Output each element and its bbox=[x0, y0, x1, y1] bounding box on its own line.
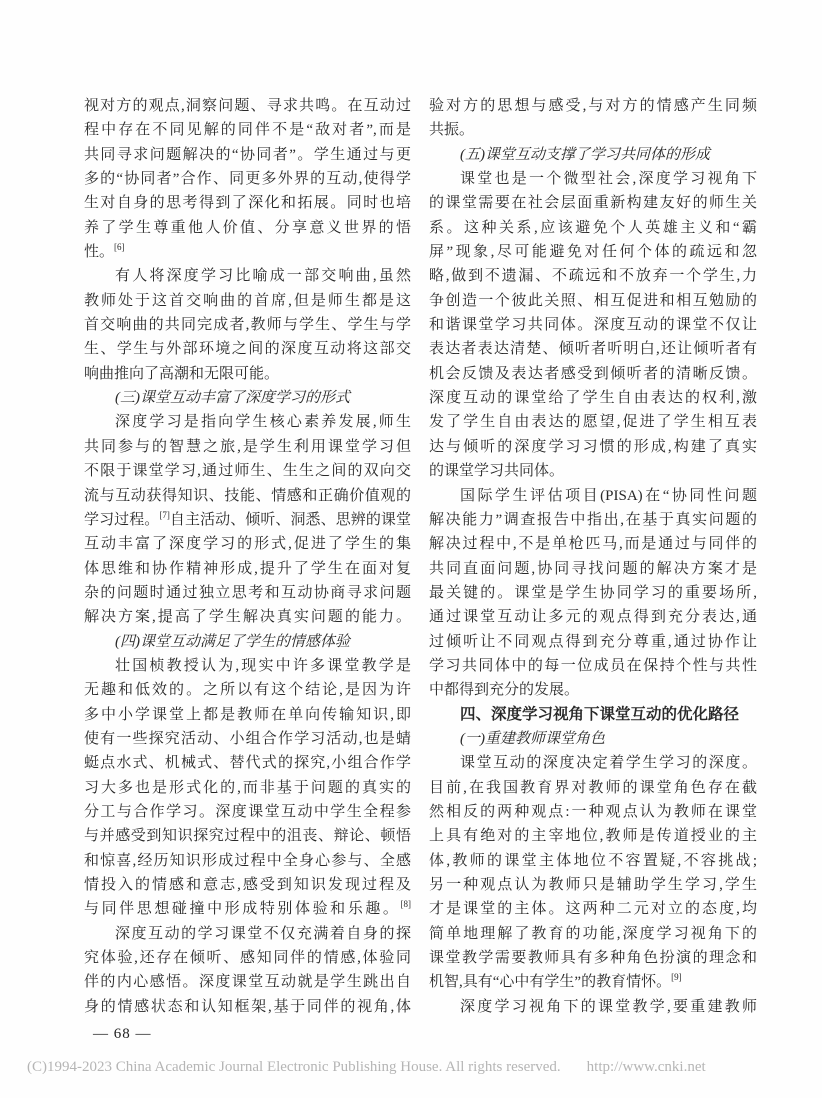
text-line: 解决方案,提高了学生解决真实问题的能力。 bbox=[84, 609, 411, 626]
text-line: 无趣和低效的。之所以有这个结论,是因为许 bbox=[84, 682, 411, 699]
text-line: 生对自身的思考得到了深化和拓展。同时也培 bbox=[84, 195, 411, 212]
citation-ref: [9] bbox=[671, 972, 682, 983]
text-line: 分工与合作学习。深度课堂互动中学生全程参 bbox=[84, 803, 411, 820]
text-line: 机智,具有“心中有学生”的教育情怀。[9] bbox=[429, 972, 682, 991]
text-line: 蜓点水式、机械式、替代式的探究,小组合作学 bbox=[84, 755, 411, 772]
text-line: 学习共同体中的每一位成员在保持个性与共性 bbox=[429, 657, 757, 674]
text-line: 简单地理解了教育的功能,深度学习视角下的 bbox=[429, 925, 757, 942]
text-line: 伴的内心感悟。深度课堂互动就是学生跳出自 bbox=[84, 974, 411, 991]
text-line: 性。[6] bbox=[84, 242, 125, 261]
article-column-left bbox=[84, 94, 411, 1019]
citation-ref: [6] bbox=[114, 242, 125, 253]
text-line: 系。这种关系,应该避免个人英雄主义和“霸 bbox=[429, 219, 757, 236]
text-line: 多的“协同者”合作、同更多外界的互动,使得学 bbox=[84, 171, 411, 188]
subsection-heading: (一)重建教师课堂角色 bbox=[460, 730, 605, 747]
text-line: 使有一些探究活动、小组合作学习活动,也是蜻 bbox=[84, 730, 411, 747]
text-line: 发了学生自由表达的愿望,促进了学生相互表 bbox=[429, 414, 757, 431]
text-line: 学习过程。[7]自主活动、倾听、洞悉、思辨的课堂 bbox=[84, 509, 411, 528]
text-line: 深度互动的学习课堂不仅充满着自身的探 bbox=[115, 925, 411, 942]
text-line: 情投入的情感和意志,感受到知识发现过程及 bbox=[84, 877, 411, 893]
text-line: 上具有绝对的主宰地位,教师是传道授业的主 bbox=[429, 828, 757, 845]
text-line: 目前,在我国教育界对教师的课堂角色存在截 bbox=[429, 779, 757, 796]
text-line: 多中小学课堂上都是教师在单向传输知识,即 bbox=[84, 706, 411, 723]
text-line: 共同寻求问题解决的“协同者”。学生通过与更 bbox=[84, 146, 411, 163]
text-line: 课堂互动的深度决定着学生学习的深度。 bbox=[460, 755, 757, 772]
text-line: 才是课堂的主体。这两种二元对立的态度,均 bbox=[429, 901, 757, 918]
text-line: 过倾听让不同观点得到充分尊重,通过协作让 bbox=[429, 633, 757, 650]
text-line: 程中存在不同见解的同伴不是“敌对者”,而是 bbox=[84, 122, 411, 139]
text-line: 究体验,还存在倾听、感知同伴的情感,体验同 bbox=[84, 950, 411, 967]
text-line: 共同直面问题,协同寻找问题的解决方案才是 bbox=[429, 560, 757, 577]
text-line: 解决能力”调查报告中指出,在基于真实问题的 bbox=[429, 511, 757, 528]
text-line: 达与倾听的深度学习习惯的形成,构建了真实 bbox=[429, 438, 757, 455]
text-line: 通过课堂互动让多元的观点得到充分表达,通 bbox=[429, 609, 757, 626]
page-number: — 68 — bbox=[93, 1026, 152, 1042]
text-line: 的课堂学习共同体。 bbox=[429, 463, 565, 480]
text-line: 最关键的。课堂是学生协同学习的重要场所, bbox=[429, 584, 757, 601]
footer-url: http://www.cnki.net bbox=[586, 1059, 706, 1075]
copyright-text: (C)1994-2023 China Academic Journal Electronic Publishing House. All rights reserved. bbox=[27, 1059, 561, 1075]
text-line: 争创造一个彼此关照、相互促进和相互勉励的 bbox=[429, 292, 757, 309]
text-line: 共振。 bbox=[429, 122, 475, 139]
text-line: 解决过程中,不是单枪匹马,而是通过与同伴的 bbox=[429, 536, 757, 553]
text-line: 深度互动的课堂给了学生自由表达的权利,激 bbox=[429, 390, 757, 407]
text-line: 首交响曲的共同完成者,教师与学生、学生与学 bbox=[84, 317, 411, 334]
text-line: 屏”现象,尽可能避免对任何个体的疏远和忽 bbox=[429, 244, 757, 261]
text-line: 国际学生评估项目(PISA)在“协同性问题 bbox=[460, 487, 757, 504]
text-line: 流与互动获得知识、技能、情感和正确价值观的 bbox=[84, 487, 411, 504]
text-line: 养了学生尊重他人价值、分享意义世界的悟 bbox=[84, 219, 411, 236]
text-line: 身的情感状态和认知框架,基于同伴的视角,体 bbox=[84, 998, 411, 1015]
text-line: 响曲推向了高潮和无限可能。 bbox=[84, 365, 280, 382]
text-line: 体,教师的课堂主体地位不容置疑,不容挑战; bbox=[429, 852, 757, 869]
text-line: 与同伴思想碰撞中形成特别体验和乐趣。[8] bbox=[84, 899, 411, 918]
text-line: 和谐课堂学习共同体。深度互动的课堂不仅让 bbox=[429, 317, 757, 334]
subsection-heading: (四)课堂互动满足了学生的情感体验 bbox=[115, 633, 350, 650]
text-line: 课堂教学需要教师具有多种角色扮演的理念和 bbox=[429, 950, 757, 967]
text-line: 有人将深度学习比喻成一部交响曲,虽然 bbox=[115, 268, 411, 285]
text-line: 习大多也是形式化的,而非基于问题的真实的 bbox=[84, 779, 411, 796]
text-line: 深度学习是指向学生核心素养发展,师生 bbox=[115, 414, 411, 431]
text-line: 中都得到充分的发展。 bbox=[429, 682, 580, 699]
text-line: 验对方的思想与感受,与对方的情感产生同频 bbox=[429, 98, 757, 114]
section-heading: 四、深度学习视角下课堂互动的优化路径 bbox=[460, 705, 740, 723]
text-line: 教师处于这首交响曲的首席,但是师生都是这 bbox=[84, 292, 411, 309]
text-line: 略,做到不遗漏、不疏远和不放弃一个学生,力 bbox=[429, 268, 757, 285]
text-line: 和惊喜,经历知识形成过程中全身心参与、全感 bbox=[84, 852, 411, 869]
article-column-right bbox=[429, 94, 757, 1019]
text-line: 杂的问题时通过独立思考和互动协商寻求问题 bbox=[84, 584, 411, 601]
text-line: 表达者表达清楚、倾听者听明白,还让倾听者有 bbox=[429, 341, 757, 358]
text-line: 机会反馈及表达者感受到倾听者的清晰反馈。 bbox=[429, 365, 757, 382]
text-line: 然相反的两种观点:一种观点认为教师在课堂 bbox=[429, 803, 757, 820]
text-line: 生、学生与外部环境之间的深度互动将这部交 bbox=[84, 341, 411, 358]
watermark-footer bbox=[27, 1059, 706, 1076]
text-line: 与并感受到知识探究过程中的沮丧、辩论、顿悟 bbox=[84, 828, 411, 845]
subsection-heading: (三)课堂互动丰富了深度学习的形式 bbox=[115, 390, 350, 407]
subsection-heading: (五)课堂互动支撑了学习共同体的形成 bbox=[460, 146, 710, 163]
text-line: 另一种观点认为教师只是辅助学生学习,学生 bbox=[429, 877, 757, 893]
text-line: 不限于课堂学习,通过师生、生生之间的双向交 bbox=[84, 463, 411, 480]
text-line: 壮国桢教授认为,现实中许多课堂教学是 bbox=[115, 657, 411, 674]
text-line: 共同参与的智慧之旅,是学生利用课堂学习但 bbox=[84, 438, 411, 455]
text-line: 课堂也是一个微型社会,深度学习视角下 bbox=[460, 171, 757, 188]
text-line: 视对方的观点,洞察问题、寻求共鸣。在互动过 bbox=[84, 98, 411, 114]
citation-ref: [7] bbox=[159, 509, 170, 520]
citation-ref: [8] bbox=[400, 899, 411, 910]
text-line: 体思维和协作精神形成,提升了学生在面对复 bbox=[84, 560, 411, 577]
text-line: 的课堂需要在社会层面重新构建友好的师生关 bbox=[429, 195, 757, 212]
text-line: 深度学习视角下的课堂教学,要重建教师 bbox=[460, 998, 757, 1015]
text-line: 互动丰富了深度学习的形式,促进了学生的集 bbox=[84, 536, 411, 553]
